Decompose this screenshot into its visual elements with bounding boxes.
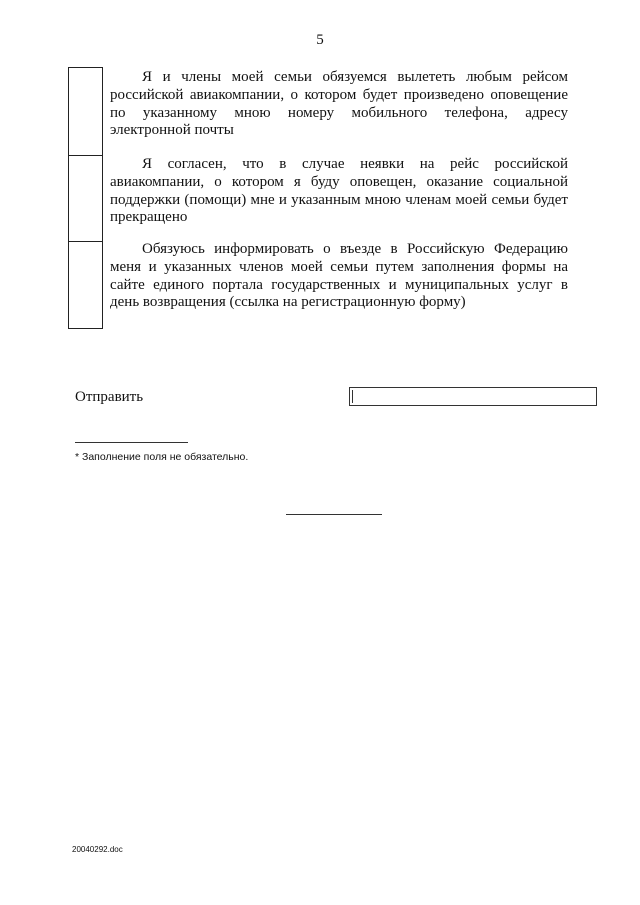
page-number: 5	[316, 32, 324, 48]
consent-row-departure	[68, 67, 568, 155]
submit-label: Отправить	[75, 389, 144, 405]
consent-text-no-show: Я согласен, что в случае неявки на рейс российской авиакомпании, о котором я буду оповещен, оказание социальной поддержки (помощи) мне и указанным мною членам моей семьи будет прекращено	[110, 156, 568, 226]
consent-row-arrival-notice	[68, 241, 568, 329]
consent-checkbox-departure[interactable]	[68, 67, 103, 155]
footnote: * Заполнение поля не обязательно.	[75, 451, 249, 463]
consent-checkbox-no-show[interactable]	[68, 155, 103, 241]
footnote-divider	[75, 442, 188, 443]
consent-row-no-show	[68, 155, 568, 241]
consent-checkbox-arrival-notice[interactable]	[68, 241, 103, 329]
consent-text-departure: Я и члены моей семьи обязуемся вылететь любым рейсом российской авиакомпании, о котором будет произведено оповещение по указанному мною номеру мобильного телефона, адресу электронной почты	[110, 69, 568, 139]
document-code: 20040292.doc	[72, 845, 123, 854]
submit-field[interactable]	[349, 387, 597, 406]
end-of-document-rule	[286, 514, 382, 515]
consent-checklist	[68, 67, 568, 329]
consent-text-arrival-notice: Обязуюсь информировать о въезде в Российскую Федерацию меня и указанных членов моей семьи путем заполнения формы на сайте единого портала государственных и муниципальных услуг в день возвращения (ссылка на регистрационную форму)	[110, 241, 568, 311]
